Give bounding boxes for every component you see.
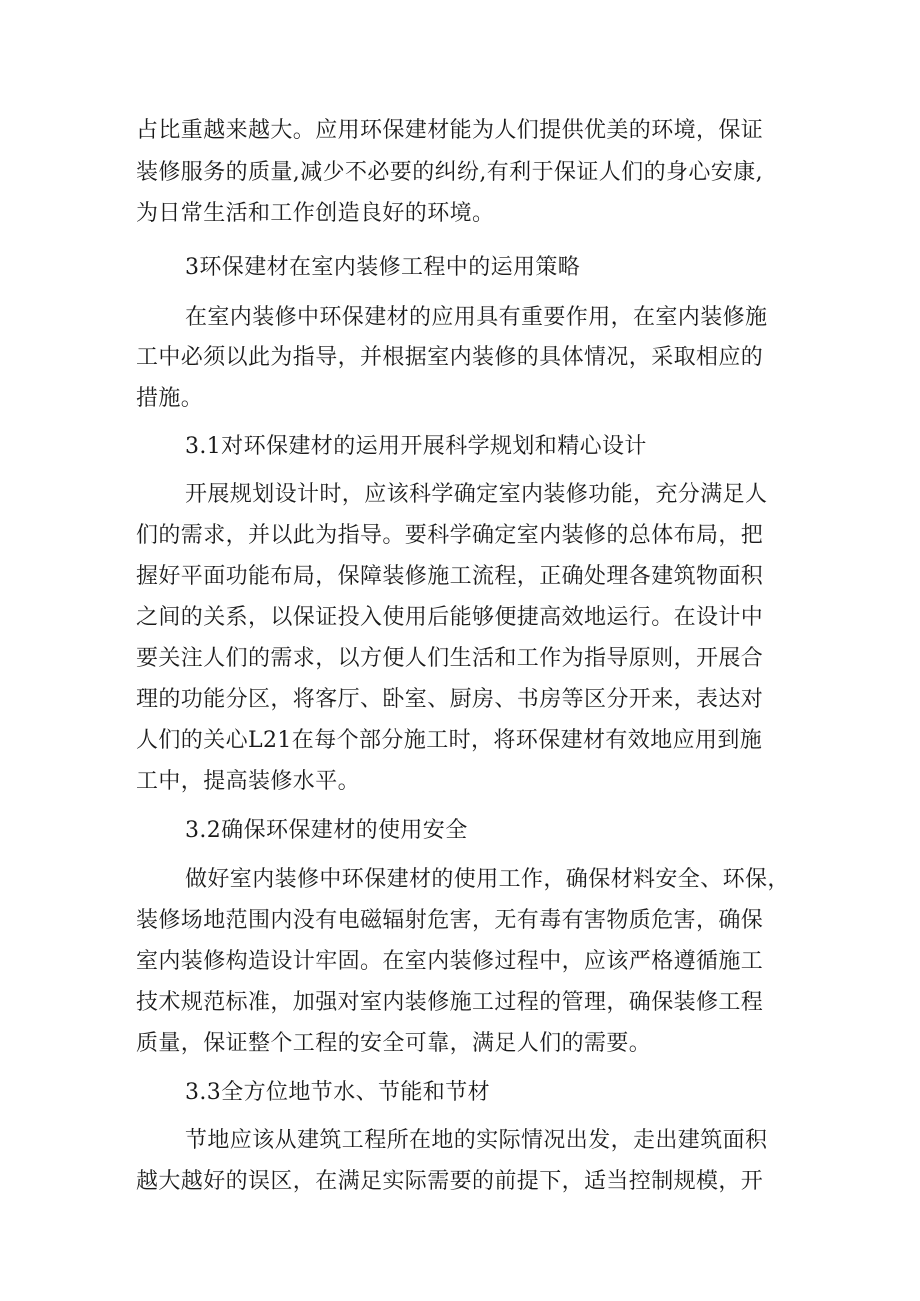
paragraph-line: 为日常生活和工作创造良好的环境。 [136, 201, 495, 226]
section-heading: 3环保建材在室内装修工程中的运用策略 [185, 255, 581, 280]
paragraph-line: 装修场地范围内没有电磁辐射危害，无有毒有害物质危害，确保 [136, 908, 764, 933]
paragraph-line: 措施。 [136, 386, 204, 411]
paragraph-line: 在室内装修中环保建材的应用具有重要作用，在室内装修施 [185, 305, 768, 330]
paragraph-line: 之间的关系，以保证投入使用后能够便捷高效地运行。在设计中 [136, 605, 764, 630]
paragraph-line: 装修服务的质量,减少不必要的纠纷,有利于保证人们的身心安康, [136, 160, 763, 185]
paragraph-line: 们的需求，并以此为指导。要科学确定室内装修的总体布局，把 [136, 523, 764, 548]
paragraph-line: 工中必须以此为指导，并根据室内装修的具体情况，采取相应的 [136, 345, 764, 370]
paragraph-line: 室内装修构造设计牢固。在室内装修过程中，应该严格遵循施工 [136, 949, 764, 974]
paragraph-line: 握好平面功能布局，保障装修施工流程，正确处理各建筑物面积 [136, 564, 764, 589]
paragraph-line: 人们的关心L21在每个部分施工时，将环保建材有效地应用到施 [136, 728, 763, 753]
subsection-heading: 3.3全方位地节水、节能和节材 [185, 1080, 490, 1105]
paragraph-line: 要关注人们的需求，以方便人们生活和工作为指导原则，开展合 [136, 646, 764, 671]
subsection-heading: 3.2确保环保建材的使用安全 [185, 818, 468, 843]
paragraph-line: 技术规范标准，加强对室内装修施工过程的管理，确保装修工程 [136, 990, 764, 1015]
paragraph-line: 节地应该从建筑工程所在地的实际情况出发，走出建筑面积 [185, 1128, 768, 1153]
paragraph-line: 工中，提高装修水平。 [136, 769, 361, 794]
paragraph-line: 做好室内装修中环保建材的使用工作，确保材料安全、环保， [185, 867, 790, 892]
subsection-heading: 3.1对环保建材的运用开展科学规划和精心设计 [185, 434, 647, 459]
paragraph-line: 质量，保证整个工程的安全可靠，满足人们的需要。 [136, 1031, 652, 1056]
paragraph-line: 理的功能分区，将客厅、卧室、厨房、书房等区分开来，表达对 [136, 687, 764, 712]
paragraph-line: 开展规划设计时，应该科学确定室内装修功能，充分满足人 [185, 482, 768, 507]
paragraph-line: 占比重越来越大。应用环保建材能为人们提供优美的环境，保证 [136, 118, 764, 143]
paragraph-line: 越大越好的误区，在满足实际需要的前提下，适当控制规模，开 [136, 1169, 764, 1194]
